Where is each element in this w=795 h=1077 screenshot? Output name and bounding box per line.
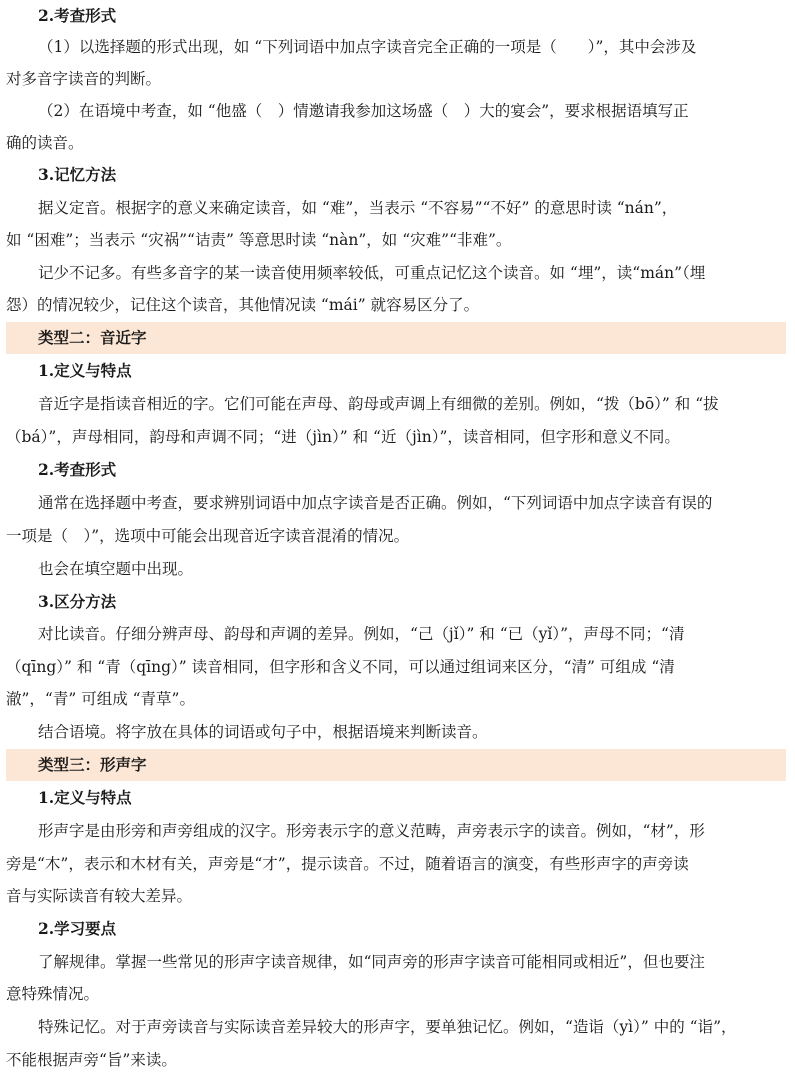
paragraph-line: 形声字是由形旁和声旁组成的汉字。形旁表示字的意义范畴，声旁表示字的读音。例如，“材”，形 — [38, 822, 705, 840]
section-heading: 类型三：形声字 — [6, 749, 786, 781]
paragraph-line: 旁是“木”，表示和木材有关，声旁是“才”，提示读音。不过，随着语言的演变，有些形声字的声旁读 — [6, 855, 689, 873]
paragraph-line: （qīng）” 和 “青（qīng）” 读音相同，但字形和含义不同，可以通过组词来区分，“清” 可组成 “清 — [6, 658, 675, 676]
paragraph-line: 怨）的情况较少，记住这个读音，其他情况读 “mái” 就容易区分了。 — [6, 296, 480, 314]
paragraph-line: 对多音字读音的判断。 — [6, 70, 162, 88]
paragraph-line: 通常在选择题中考查，要求辨别词语中加点字读音是否正确。例如，“下列词语中加点字读音有误的 — [38, 494, 713, 512]
sub-heading: 1.定义与特点 — [38, 788, 132, 807]
sub-heading: 2.考查形式 — [38, 6, 117, 25]
paragraph-line: 确的读音。 — [6, 134, 84, 152]
paragraph-line: 结合语境。将字放在具体的词语或句子中，根据语境来判断读音。 — [38, 723, 488, 741]
paragraph-line: （bá）”，声母相同，韵母和声调不同；“进（jìn）” 和 “近（jìn）”，读音相同，但字形和意义不同。 — [6, 428, 680, 446]
paragraph-line: 了解规律。掌握一些常见的形声字读音规律，如“同声旁的形声字读音可能相同或相近”，但也要注 — [38, 953, 705, 971]
sub-heading: 1.定义与特点 — [38, 361, 132, 380]
sub-heading: 2.学习要点 — [38, 919, 117, 938]
paragraph-line: 音与实际读音有较大差异。 — [6, 887, 193, 905]
paragraph-line: 一项是（ ）”，选项中可能会出现音近字读音混淆的情况。 — [6, 527, 410, 545]
paragraph-line: 记少不记多。有些多音字的某一读音使用频率较低，可重点记忆这个读音。如 “埋”，读“mán”（埋 — [38, 264, 706, 282]
paragraph-line: 特殊记忆。对于声旁读音与实际读音差异较大的形声字，要单独记忆。例如，“造诣（yì）” 中的 “诣”， — [38, 1018, 737, 1036]
paragraph-line: 据义定音。根据字的意义来确定读音，如 “难”，当表示 “不容易”“不好” 的意思时读 “nán”， — [38, 199, 678, 217]
paragraph-line: 不能根据声旁“旨”来读。 — [6, 1051, 177, 1069]
section-heading: 类型二：音近字 — [6, 322, 786, 354]
paragraph-line: 也会在填空题中出现。 — [38, 560, 194, 578]
paragraph-line: （1）以选择题的形式出现，如 “下列词语中加点字读音完全正确的一项是（ ）”，其中会涉及 — [38, 38, 697, 56]
paragraph-line: （2）在语境中考查，如 “他盛（ ）情邀请我参加这场盛（ ）大的宴会”，要求根据语填写正 — [38, 102, 689, 120]
paragraph-line: 如 “困难”；当表示 “灾祸”“诘责” 等意思时读 “nàn”，如 “灾难”“非难”。 — [6, 231, 512, 249]
paragraph-line: 对比读音。仔细分辨声母、韵母和声调的差异。例如，“己（jǐ）” 和 “已（yǐ）”，声母不同；“清 — [38, 625, 685, 643]
sub-heading: 3.记忆方法 — [38, 165, 117, 184]
sub-heading: 2.考查形式 — [38, 460, 117, 479]
paragraph-line: 意特殊情况。 — [6, 985, 100, 1003]
sub-heading: 3.区分方法 — [38, 592, 117, 611]
paragraph-line: 澈”，“青” 可组成 “青草”。 — [6, 690, 195, 708]
paragraph-line: 音近字是指读音相近的字。它们可能在声母、韵母或声调上有细微的差别。例如，“拨（bō）” 和 “拔 — [38, 395, 719, 413]
